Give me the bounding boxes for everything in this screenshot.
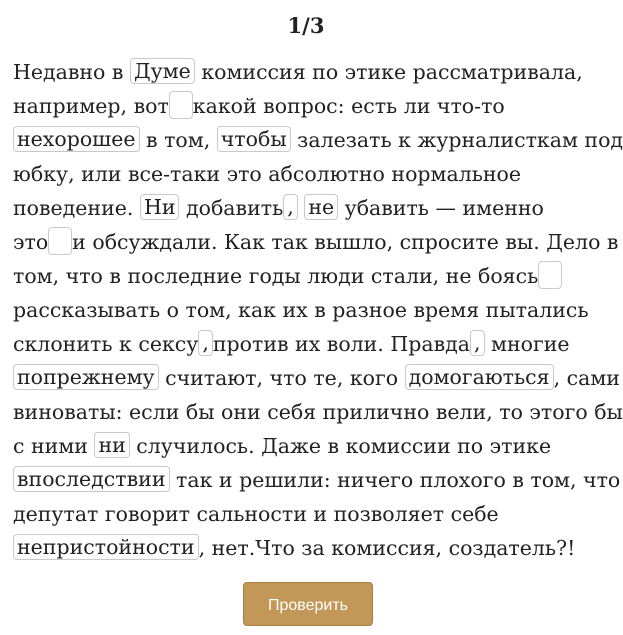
text-segment: рассказывать о том, как их в разное время пытались: [13, 298, 589, 322]
text-segment: добавить: [179, 196, 284, 220]
text-segment: какой вопрос: есть ли что-то: [192, 94, 505, 118]
text-segment: юбку, или все-таки это абсолютно нормальное: [13, 162, 522, 186]
text-segment: Недавно в: [13, 60, 130, 84]
text-segment: , сами: [553, 366, 620, 390]
text-segment: комиссия по этике рассматривала,: [194, 60, 583, 84]
text-segment: залезать к журналисткам под: [290, 128, 623, 152]
selectable-word[interactable]: ,: [198, 330, 213, 356]
text-segment: считают, что те, кого: [158, 366, 405, 390]
selectable-word[interactable]: нехорошее: [13, 126, 140, 152]
text-segment: том, что в последние годы люди стали, не боясь: [13, 264, 539, 288]
text-segment: так и решили: ничего плохого в том, что: [169, 468, 621, 492]
text-line: [13, 123, 623, 157]
check-button[interactable]: Проверить: [243, 582, 373, 626]
text-line: [13, 259, 603, 293]
text-segment: склонить к сексу: [13, 332, 199, 356]
text-segment: против их воли. Правда: [212, 332, 470, 356]
text-segment: депутат говорит сальности и позволяет себе: [13, 502, 499, 526]
blank-slot[interactable]: [538, 261, 562, 289]
selectable-word[interactable]: ,: [470, 330, 485, 356]
text-segment: и обсуждали. Как так вышло, спросите вы. Дело в: [72, 230, 619, 254]
text-segment: многие: [484, 332, 570, 356]
text-line: [13, 327, 603, 361]
text-line: [13, 463, 621, 497]
text-segment: например, вот: [13, 94, 169, 118]
text-segment: случилось. Даже в комиссии по этике: [129, 434, 552, 458]
text-line: [13, 497, 603, 531]
selectable-word[interactable]: Думе: [130, 58, 195, 84]
text-line: [13, 395, 623, 429]
text-line: [13, 157, 603, 191]
selectable-word[interactable]: впоследствии: [13, 466, 170, 492]
exercise-text: [13, 55, 623, 565]
selectable-word[interactable]: не: [304, 194, 338, 220]
selectable-word[interactable]: непристойности: [13, 534, 199, 560]
text-line: [13, 293, 603, 327]
text-segment: виноваты: если бы они себя прилично вели, то этого бы: [13, 400, 623, 424]
selectable-word[interactable]: домогаються: [405, 364, 554, 390]
text-line: [13, 55, 603, 89]
text-line: [13, 191, 603, 225]
text-segment: убавить — именно: [338, 196, 544, 220]
selectable-word[interactable]: попрежнему: [13, 364, 159, 390]
text-segment: с ними: [13, 434, 95, 458]
text-line: [13, 531, 603, 565]
text-line: [13, 361, 620, 395]
question-counter: 1/3: [287, 13, 325, 38]
text-segment: это: [13, 230, 49, 254]
text-line: [13, 225, 619, 259]
blank-slot[interactable]: [48, 227, 72, 255]
selectable-word[interactable]: ни: [94, 432, 129, 458]
text-segment: , нет.Что за комиссия, создатель?!: [198, 536, 576, 560]
blank-slot[interactable]: [169, 91, 193, 119]
selectable-word[interactable]: ,: [283, 194, 298, 220]
text-line: [13, 429, 603, 463]
text-segment: поведение.: [13, 196, 140, 220]
selectable-word[interactable]: Ни: [140, 194, 180, 220]
text-segment: в том,: [139, 128, 217, 152]
text-line: [13, 89, 603, 123]
selectable-word[interactable]: чтобы: [217, 126, 291, 152]
